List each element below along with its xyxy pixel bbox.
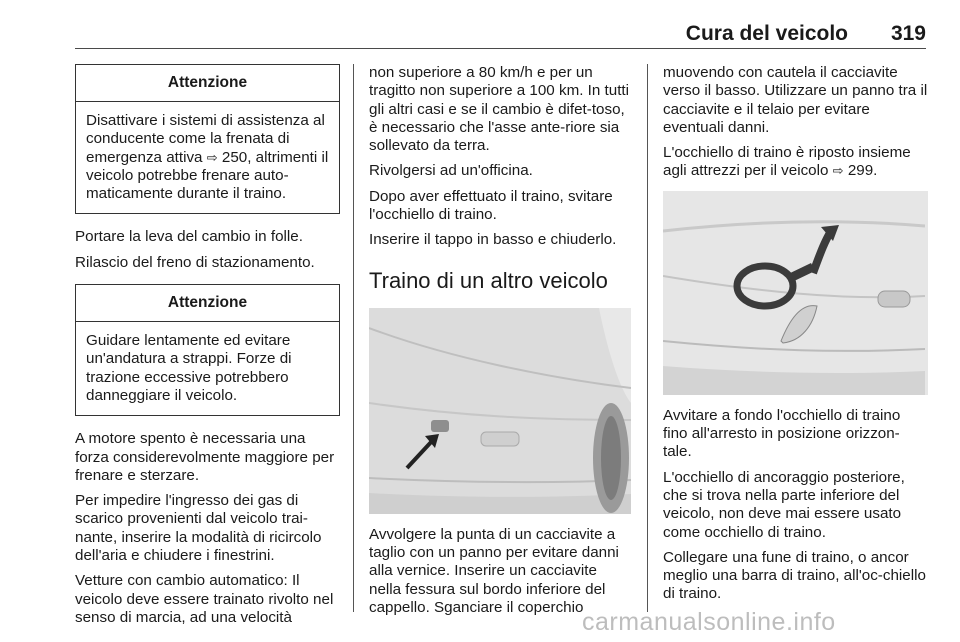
warning-box [75,64,340,214]
paragraph: Collegare una fune di traino, o ancor meglio una barra di traino, all'oc-chiello di traino. [663,548,926,603]
paragraph: Inserire il tappo in basso e chiuderlo. [369,231,617,249]
section-heading: Traino di un altro veicolo [369,267,608,293]
warning-title: Attenzione [76,285,339,322]
column-1 [75,64,340,634]
column-divider [647,64,648,612]
warning-title: Attenzione [76,65,339,102]
page-header [75,18,926,49]
paragraph: Vetture con cambio automatico: Il veicolo deve essere trainato rivolto nel senso di marcia, ad una velocità [75,572,334,626]
column-2 [369,64,631,624]
paragraph: A motore spento è necessaria una forza considerevolmente maggiore per frenare e sterzare. [75,430,335,484]
column-3 [663,64,928,611]
page-number: 319 [890,22,926,45]
paragraph: Rivolgersi ad un'officina. [369,162,533,180]
paragraph: Dopo aver effettuato il traino, svitare l'occhiello di traino. [369,187,613,224]
figure-towing-eye [663,191,928,395]
towing-eye-illustration [663,191,925,395]
paragraph: non superiore a 80 km/h e per un tragitto non superiore a 100 km. In tutti gli altri casi e se il cambio è difet-toso, è necessario che l'asse ante-riore sia sollevato da terra. [369,64,630,155]
paragraph: Rilascio del freno di stazionamento. [75,253,315,271]
page-reference[interactable]: 299 [847,162,874,180]
page-reference-arrow-icon: ⇨ [206,149,218,165]
paragraph: Portare la leva del cambio in folle. [75,228,303,246]
paragraph: Avvitare a fondo l'occhiello di traino fino all'arresto in posizione orizzon-tale. [663,406,901,461]
rear-bumper-illustration [369,308,631,514]
warning-text: Disattivare i sistemi di assistenza al conducente come la frenata di emergenza attiva ⇨ 250, altrimenti il veicolo potrebbe frenare auto-maticamente durante il traino. [86,112,329,203]
paragraph: L'occhiello di traino è riposto insieme agli attrezzi per il veicolo ⇨ 299. [663,144,911,180]
page-reference[interactable]: 250 [221,148,248,166]
column-divider [353,64,354,612]
page-section-title: Cura del veicolo [685,22,848,45]
warning-box [75,284,340,416]
paragraph: muovendo con cautela il cacciavite verso il basso. Utilizzare un panno tra il cacciavite e il telaio per evitare eventuali danni. [663,64,928,136]
warning-text: Guidare lentamente ed evitare un'andatura a strappi. Forze di trazione eccessive potrebbero danneggiare il veicolo. [86,332,292,404]
paragraph: Avvolgere la punta di un cacciavite a taglio con un panno per evitare danni alla vernice. Inserire un cacciavite nella fessura sul bordo inferiore del cappello. Sganciare il coperchio [369,525,619,616]
figure-rear-bumper-cover [369,308,631,514]
watermark: carmanualsonline.info [582,608,836,636]
paragraph: L'occhiello di ancoraggio posteriore, che si trova nella parte inferiore del veicolo, non deve mai essere usato come occhiello di traino. [663,468,905,541]
page-reference-arrow-icon: ⇨ [832,163,844,179]
paragraph: Per impedire l'ingresso dei gas di scarico provenienti dal veicolo trai-nante, inserire la modalità di ricircolo dell'aria e chiudere i finestrini. [75,492,322,565]
